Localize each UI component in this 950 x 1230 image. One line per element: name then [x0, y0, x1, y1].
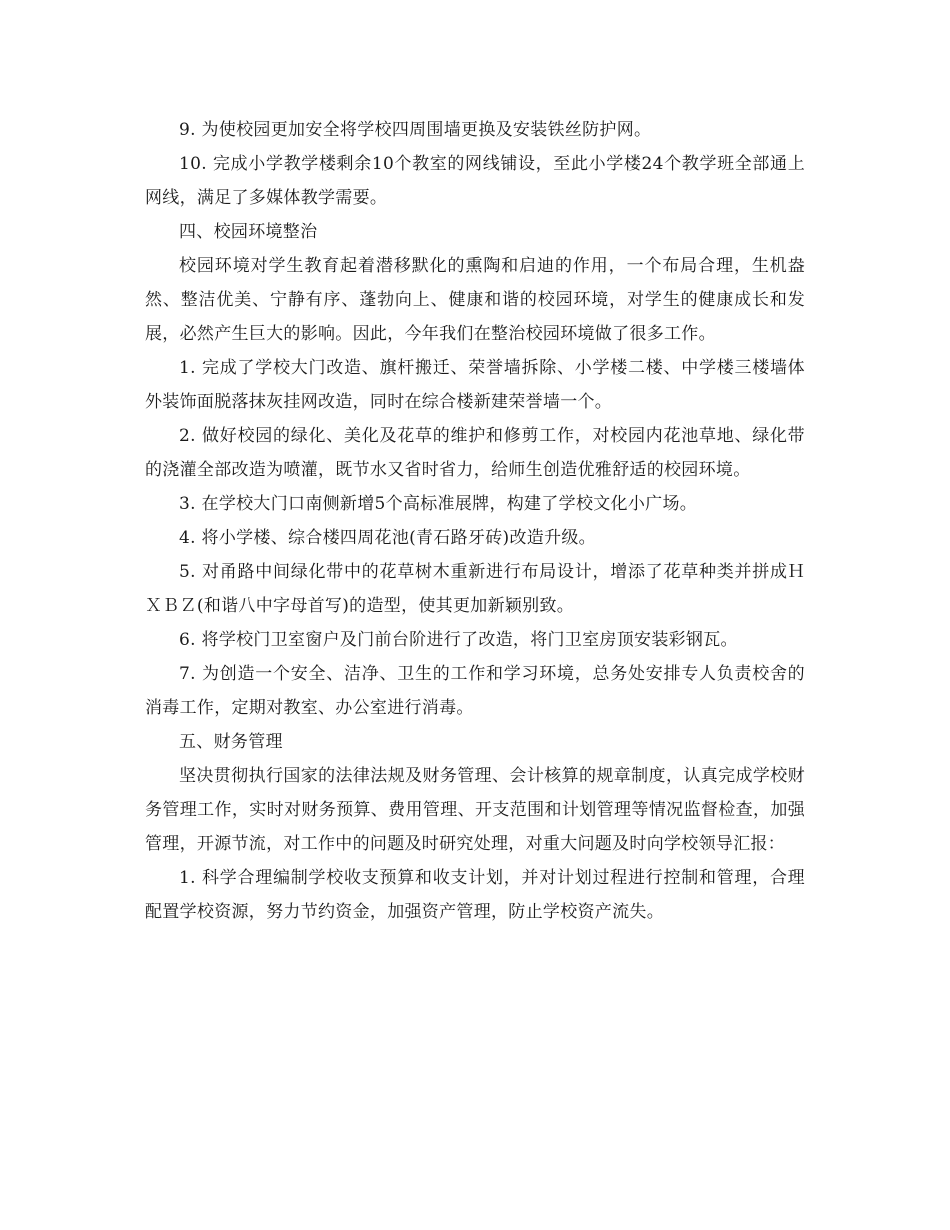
paragraph-environment-item-5: 5. 对甬路中间绿化带中的花草树木重新进行布局设计，增添了花草种类并拼成ＨＸＢＺ(和谐八中字母首写)的造型，使其更加新颖别致。 [145, 562, 805, 616]
paragraph-financial-intro: 坚决贯彻执行国家的法律法规及财务管理、会计核算的规章制度，认真完成学校财务管理工作，实时对财务预算、费用管理、开支范围和计划管理等情况监督检查，加强管理，开源节流，对工作中的问题及时研究处理，对重大问题及时向学校领导汇报： [145, 766, 805, 854]
paragraph-item-10: 10. 完成小学教学楼剩余10个教室的网线铺设，至此小学楼24个教学班全部通上网线，满足了多媒体教学需要。 [145, 154, 805, 208]
paragraph-item-9: 9. 为使校园更加安全将学校四周围墙更换及安装铁丝防护网。 [179, 120, 652, 140]
paragraph-environment-item-6: 6. 将学校门卫室窗户及门前台阶进行了改造，将门卫室房顶安装彩钢瓦。 [179, 630, 738, 650]
paragraph-environment-item-4: 4. 将小学楼、综合楼四周花池(青石路牙砖)改造升级。 [179, 528, 596, 548]
section-heading-financial-management: 五、财务管理 [179, 732, 283, 752]
paragraph-financial-item-1: 1. 科学合理编制学校收支预算和收支计划，并对计划过程进行控制和管理，合理配置学校资源，努力节约资金，加强资产管理，防止学校资产流失。 [145, 868, 805, 922]
section-heading-campus-environment: 四、校园环境整治 [179, 222, 318, 242]
paragraph-environment-item-3: 3. 在学校大门口南侧新增5个高标准展牌，构建了学校文化小广场。 [179, 494, 698, 514]
paragraph-campus-environment-intro: 校园环境对学生教育起着潜移默化的熏陶和启迪的作用，一个布局合理，生机盎然、整洁优美、宁静有序、蓬勃向上、健康和谐的校园环境，对学生的健康成长和发展，必然产生巨大的影响。因此，今年我们在整治校园环境做了很多工作。 [145, 256, 805, 344]
paragraph-environment-item-2: 2. 做好校园的绿化、美化及花草的维护和修剪工作，对校园内花池草地、绿化带的浇灌全部改造为喷灌，既节水又省时省力，给师生创造优雅舒适的校园环境。 [145, 426, 805, 480]
document-body [145, 113, 805, 929]
paragraph-environment-item-7: 7. 为创造一个安全、洁净、卫生的工作和学习环境，总务处安排专人负责校舍的消毒工作，定期对教室、办公室进行消毒。 [145, 664, 805, 718]
paragraph-environment-item-1: 1. 完成了学校大门改造、旗杆搬迁、荣誉墙拆除、小学楼二楼、中学楼三楼墙体外装饰面脱落抹灰挂网改造，同时在综合楼新建荣誉墙一个。 [145, 358, 805, 412]
